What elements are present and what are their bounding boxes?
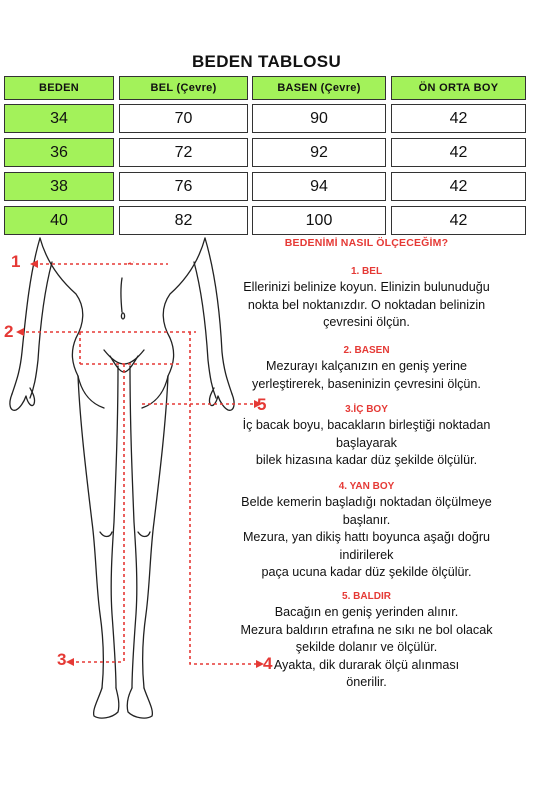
section-line: başlayarak — [336, 435, 397, 450]
guide-section-basen — [200, 345, 533, 393]
section-heading: 2. BASEN — [343, 345, 390, 356]
section-heading: 3.İÇ BOY — [345, 404, 388, 415]
table-cell: 42 — [391, 206, 526, 235]
marker-5: 5 — [257, 395, 267, 414]
guide-title: BEDENİMİ NASIL ÖLÇECEĞİM? — [284, 237, 449, 249]
marker-4: 4 — [263, 654, 273, 673]
table-cell: 34 — [4, 104, 114, 133]
section-line: paça ucuna kadar düz şekilde ölçülür. — [261, 565, 472, 579]
section-heading: 4. YAN BOY — [338, 481, 395, 492]
table-cell: 40 — [4, 206, 114, 235]
section-line: Ayakta, dik durarak ölçü alınması — [273, 657, 460, 672]
guide-section-baldir — [200, 591, 533, 692]
section-line: Mezura baldırın etrafına ne sıkı ne bol olacak — [240, 622, 493, 637]
table-cell: 92 — [252, 138, 386, 167]
table-header-basen: BASEN (Çevre) — [252, 76, 386, 100]
section-heading: 5. BALDIR — [342, 591, 391, 602]
section-line: önerilir. — [346, 675, 387, 689]
table-header-bel: BEL (Çevre) — [119, 76, 248, 100]
table-cell: 42 — [391, 138, 526, 167]
section-line: Mezura, yan dikiş hattı boyunca aşağı doğru — [242, 530, 491, 544]
table-header-beden: BEDEN — [4, 76, 114, 100]
section-line: Belde kemerin başladığı noktadan ölçülmeye — [241, 495, 492, 509]
table-cell: 70 — [119, 104, 248, 133]
section-line: indirilerek — [339, 547, 394, 562]
section-line: Bacağın en geniş yerinden alınır. — [274, 605, 459, 619]
page-title: BEDEN TABLOSU — [191, 52, 342, 71]
section-line: nokta bel noktanızdır. O noktadan belinizin — [247, 297, 486, 312]
table-cell: 72 — [119, 138, 248, 167]
guide-section-ic-boy — [200, 404, 533, 470]
section-line: yerleştirerek, baseninizin çevresini ölçün. — [252, 376, 481, 391]
section-line: İç bacak boyu, bacakların birleştiği noktadan — [242, 418, 491, 432]
section-line: şekilde dolanır ve ölçülür. — [295, 640, 438, 654]
section-line: başlanır. — [342, 512, 391, 527]
section-heading: 1. BEL — [350, 266, 383, 277]
section-line: Mezurayı kalçanızın en geniş yerine — [266, 359, 467, 373]
table-cell: 42 — [391, 104, 526, 133]
table-cell: 42 — [391, 172, 526, 201]
section-line: çevresini ölçün. — [323, 315, 410, 329]
table-cell: 36 — [4, 138, 114, 167]
table-cell: 94 — [252, 172, 386, 201]
table-cell: 90 — [252, 104, 386, 133]
table-cell: 100 — [252, 206, 386, 235]
guide-section-bel — [200, 266, 533, 332]
section-line: bilek hizasına kadar düz şekilde ölçülür. — [255, 453, 478, 467]
marker-3: 3 — [57, 650, 67, 669]
guide-section-yan-boy — [200, 481, 533, 582]
table-cell: 82 — [119, 206, 248, 235]
marker-2: 2 — [4, 322, 14, 341]
table-cell: 76 — [119, 172, 248, 201]
section-line: Ellerinizi belinize koyun. Elinizin bulunuduğu — [243, 280, 490, 294]
marker-1: 1 — [11, 252, 21, 271]
table-cell: 38 — [4, 172, 114, 201]
table-header-on-orta-boy: ÖN ORTA BOY — [391, 76, 526, 100]
